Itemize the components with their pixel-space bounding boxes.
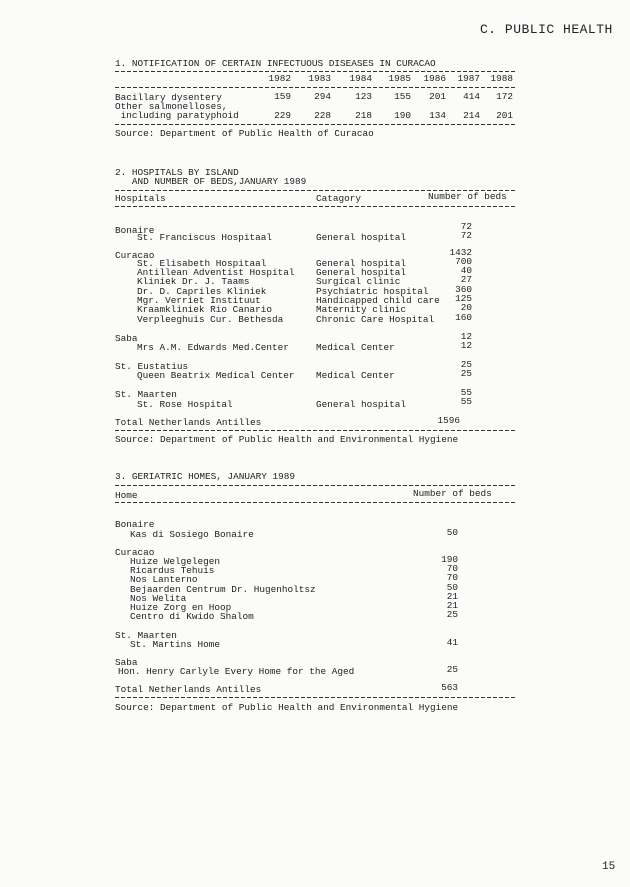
hospital-beds: 27 xyxy=(460,274,472,285)
row-label: Other salmonelloses, xyxy=(115,101,228,112)
divider xyxy=(115,502,517,503)
cell: 123 xyxy=(355,91,372,102)
island-label: Saba xyxy=(115,657,138,668)
cell: 155 xyxy=(394,91,411,102)
table-title: 1. NOTIFICATION OF CERTAIN INFECTUOUS DISEASES IN CURACAO xyxy=(115,58,436,69)
island-label: St. Maarten xyxy=(115,389,177,400)
home-name: Huize Welgelegen xyxy=(130,556,221,567)
hospital-beds: 160 xyxy=(455,312,472,323)
hospital-category: General hospital xyxy=(316,232,407,243)
column-header: 1983 xyxy=(308,73,331,84)
hospital-beds: 40 xyxy=(460,265,472,276)
cell: 218 xyxy=(355,110,372,121)
home-name: Hon. Henry Carlyle Every Home for the Aged xyxy=(118,666,355,677)
cell: 294 xyxy=(314,91,331,102)
divider xyxy=(115,485,517,486)
cell: 159 xyxy=(274,91,291,102)
row-label-continued: including paratyphoid xyxy=(115,110,239,121)
home-beds: 21 xyxy=(446,591,458,602)
island-label: St. Eustatius xyxy=(115,361,189,372)
home-name: Centro di Kwido Shalom xyxy=(130,611,254,622)
home-name: Kas di Sosiego Bonaire xyxy=(130,529,254,540)
hospital-category: General hospital xyxy=(316,267,407,278)
hospital-beds: 72 xyxy=(460,230,472,241)
island-label: Bonaire xyxy=(115,225,155,236)
island-total: 72 xyxy=(460,221,472,232)
column-header: Home xyxy=(115,490,138,501)
hospital-category: Chronic Care Hospital xyxy=(316,314,435,325)
home-name: Nos Lanterno xyxy=(130,574,198,585)
column-header: 1982 xyxy=(268,73,291,84)
cell: 134 xyxy=(429,110,446,121)
home-beds: 41 xyxy=(446,637,458,648)
island-total: 12 xyxy=(460,331,472,342)
column-header: Number of beds xyxy=(413,488,492,499)
divider xyxy=(115,697,517,698)
home-beds: 25 xyxy=(446,609,458,620)
cell: 201 xyxy=(429,91,446,102)
column-header: Catagory xyxy=(316,193,362,204)
island-label: Bonaire xyxy=(115,519,155,530)
cell: 228 xyxy=(314,110,331,121)
hospital-name: Dr. D. Capriles Kliniek xyxy=(137,286,267,297)
column-header: Number of beds xyxy=(428,191,507,202)
hospital-category: Medical Center xyxy=(316,342,395,353)
island-label: Curacao xyxy=(115,547,155,558)
island-label: Saba xyxy=(115,333,138,344)
hospital-category: Maternity clinic xyxy=(316,304,407,315)
hospital-category: Psychiatric hospital xyxy=(316,286,429,297)
source-note: Source: Department of Public Health and Environmental Hygiene xyxy=(115,434,459,445)
column-header: 1984 xyxy=(349,73,372,84)
hospital-beds: 20 xyxy=(460,302,472,313)
home-name: Nos Welita xyxy=(130,593,187,604)
home-beds: 70 xyxy=(446,563,458,574)
hospital-beds: 700 xyxy=(455,256,472,267)
divider xyxy=(115,87,517,88)
island-label: Curacao xyxy=(115,250,155,261)
column-header: Hospitals xyxy=(115,193,166,204)
column-header: 1988 xyxy=(490,73,513,84)
hospital-name: Kraamkliniek Rio Canario xyxy=(137,304,273,315)
total-value: 563 xyxy=(441,682,458,693)
home-name: St. Martins Home xyxy=(130,639,221,650)
table-title: AND NUMBER OF BEDS,JANUARY 1989 xyxy=(115,176,307,187)
hospital-name: Verpleeghuis Cur. Bethesda xyxy=(137,314,284,325)
hospital-beds: 55 xyxy=(460,396,472,407)
home-beds: 21 xyxy=(446,600,458,611)
hospital-name: St. Rose Hospital xyxy=(137,399,233,410)
home-beds: 50 xyxy=(446,527,458,538)
home-name: Bejaarden Centrum Dr. Hugenholtsz xyxy=(130,584,316,595)
column-header: 1985 xyxy=(388,73,411,84)
cell: 172 xyxy=(496,91,513,102)
hospital-name: Queen Beatrix Medical Center xyxy=(137,370,295,381)
divider xyxy=(115,206,517,207)
cell: 190 xyxy=(394,110,411,121)
source-note: Source: Department of Public Health of Curacao xyxy=(115,128,374,139)
island-total: 55 xyxy=(460,387,472,398)
section-heading: C. PUBLIC HEALTH xyxy=(480,22,613,37)
divider xyxy=(115,124,517,125)
hospital-name: St. Franciscus Hospitaal xyxy=(137,232,273,243)
home-name: Ricardus Tehuis xyxy=(130,565,215,576)
hospital-category: Surgical clinic xyxy=(316,276,401,287)
hospital-name: Antillean Adventist Hospital xyxy=(137,267,295,278)
table-title: 3. GERIATRIC HOMES, JANUARY 1989 xyxy=(115,471,296,482)
table-title: 2. HOSPITALS BY ISLAND xyxy=(115,167,239,178)
hospital-category: General hospital xyxy=(316,258,407,269)
home-name: Huize Zorg en Hoop xyxy=(130,602,232,613)
home-beds: 190 xyxy=(441,554,458,565)
column-header: 1987 xyxy=(457,73,480,84)
home-beds: 50 xyxy=(446,582,458,593)
hospital-beds: 12 xyxy=(460,340,472,351)
row-label: Bacillary dysentery xyxy=(115,92,222,103)
cell: 229 xyxy=(274,110,291,121)
hospital-category: General hospital xyxy=(316,399,407,410)
island-total: 1432 xyxy=(449,247,472,258)
page-number: 15 xyxy=(602,861,616,873)
hospital-beds: 125 xyxy=(455,293,472,304)
home-beds: 25 xyxy=(446,664,458,675)
island-total: 25 xyxy=(460,359,472,370)
cell: 214 xyxy=(463,110,480,121)
hospital-name: Mrs A.M. Edwards Med.Center xyxy=(137,342,289,353)
divider xyxy=(115,71,517,72)
total-value: 1596 xyxy=(437,415,460,426)
divider xyxy=(115,430,517,431)
hospital-beds: 360 xyxy=(455,284,472,295)
hospital-category: Medical Center xyxy=(316,370,395,381)
hospital-name: St. Elisabeth Hospitaal xyxy=(137,258,267,269)
total-label: Total Netherlands Antilles xyxy=(115,684,262,695)
island-label: St. Maarten xyxy=(115,630,177,641)
source-note: Source: Department of Public Health and Environmental Hygiene xyxy=(115,702,459,713)
cell: 201 xyxy=(496,110,513,121)
home-beds: 70 xyxy=(446,572,458,583)
cell: 414 xyxy=(463,91,480,102)
total-label: Total Netherlands Antilles xyxy=(115,417,262,428)
hospital-category: Handicapped child care xyxy=(316,295,440,306)
hospital-beds: 25 xyxy=(460,368,472,379)
column-header: 1986 xyxy=(423,73,446,84)
hospital-name: Kliniek Dr. J. Taams xyxy=(137,276,250,287)
hospital-name: Mgr. Verriet Instituut xyxy=(137,295,261,306)
